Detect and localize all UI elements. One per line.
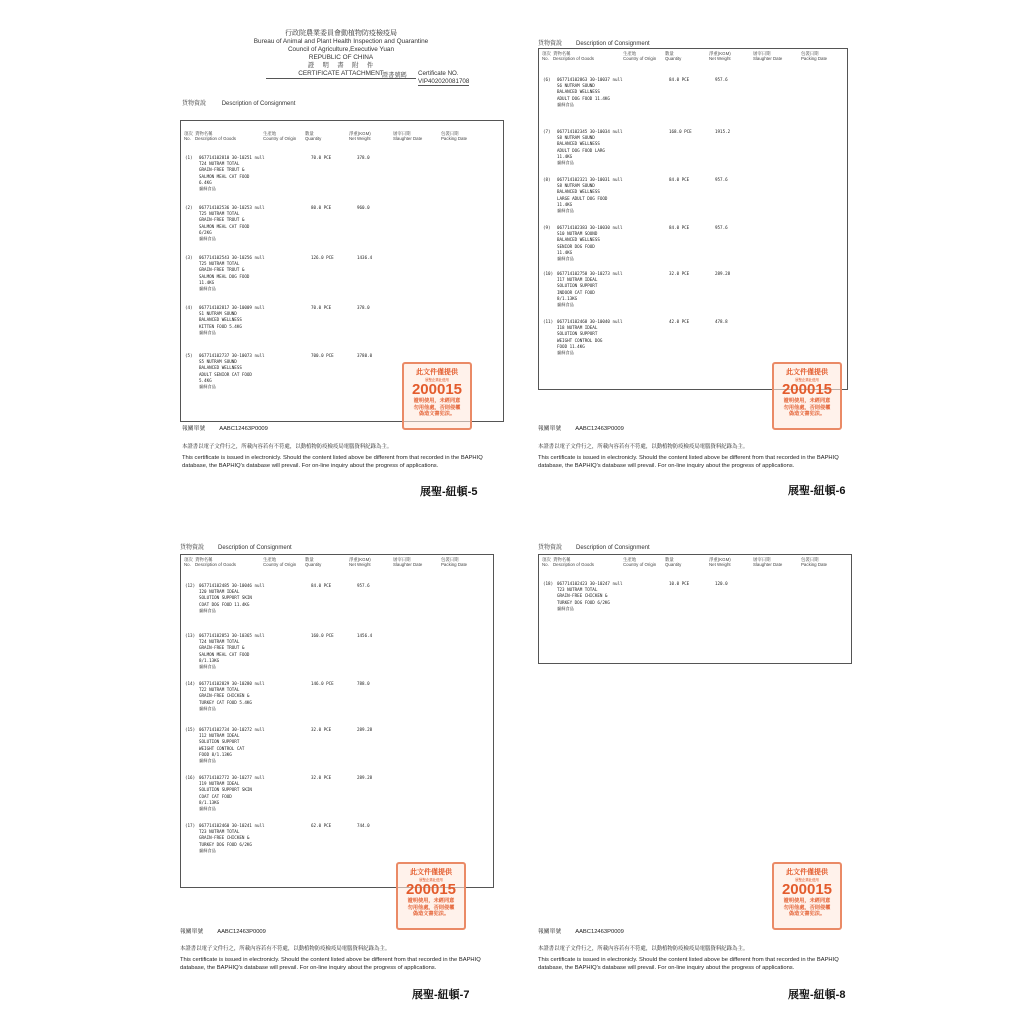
col-packing-date: 包裝日期 Packing Date bbox=[801, 557, 828, 568]
col-slaughter-date: 屠宰日期 Slaughter Date bbox=[393, 557, 423, 568]
col-description: 貨物名稱 Description of Goods bbox=[195, 131, 236, 142]
col-net-weight: 淨重(KGM) Net Weight bbox=[349, 131, 371, 142]
col-origin: 生產地 Country of Origin bbox=[623, 557, 657, 568]
watermark-stamp: 此文件僅提供 展聖企業社使用 200015 證明使用，未經同意 勿用他處，否則侵權 偽造文書犯法。 bbox=[772, 362, 842, 430]
col-no: 項次 No. bbox=[184, 557, 193, 568]
page-tag: 展聖-紐頓-6 bbox=[788, 485, 846, 497]
col-quantity: 數量 Quantity bbox=[665, 557, 682, 568]
declaration-number: 報關單號 AABC12463P0009 bbox=[538, 426, 624, 432]
notice-zh: 本證書以電子文件行之，所載內容若有不符處，以動植物防疫檢疫局電腦資料紀錄為主。 bbox=[182, 444, 393, 450]
watermark-stamp: 此文件僅提供 展聖企業社使用 200015 證明使用，未經同意 勿用他處，否則侵權 偽造文書犯法。 bbox=[402, 362, 472, 430]
col-packing-date: 包裝日期 Packing Date bbox=[801, 51, 828, 62]
certificate-number: VIP402020081708 bbox=[418, 78, 470, 85]
col-packing-date: 包裝日期 Packing Date bbox=[441, 557, 468, 568]
header-attachment-en: CERTIFICATE ATTACHMENT bbox=[266, 70, 416, 79]
col-slaughter-date: 屠宰日期 Slaughter Date bbox=[753, 557, 783, 568]
notice-en: This certificate is issued in electronicly. Should the content listed above be different from that recorded in the BAPHIQ database, the BAPHIQ's database will prevail. For on-line inquiry about the progress of applications. bbox=[538, 455, 839, 469]
cert-label-en: Certificate NO. bbox=[418, 70, 459, 77]
section-label: 貨物資說 Description of Consignment bbox=[538, 41, 650, 47]
col-no: 項次 No. bbox=[542, 51, 551, 62]
page-tag: 展聖-紐頓-7 bbox=[412, 989, 470, 1001]
certificate-page-7 bbox=[176, 540, 506, 1010]
notice-en: This certificate is issued in electronicly. Should the content listed above be different from that recorded in the BAPHIQ database, the BAPHIQ's database will prevail. For on-line inquiry about the progress of applications. bbox=[180, 957, 481, 971]
col-no: 項次 No. bbox=[542, 557, 551, 568]
col-net-weight: 淨重(KGM) Net Weight bbox=[709, 557, 731, 568]
col-origin: 生產地 Country of Origin bbox=[623, 51, 657, 62]
watermark-stamp: 此文件僅提供 展聖企業社使用 200015 證明使用，未經同意 勿用他處，否則侵權 偽造文書犯法。 bbox=[396, 862, 466, 930]
declaration-number: 報關單號 AABC12463P0009 bbox=[180, 929, 266, 935]
col-slaughter-date: 屠宰日期 Slaughter Date bbox=[753, 51, 783, 62]
header-agency-zh: 行政院農業委員會動植物防疫檢疫局 bbox=[285, 30, 397, 37]
declaration-number: 報關單號 AABC12463P0009 bbox=[538, 929, 624, 935]
consignment-table: 項次 No. 貨物名稱 Description of Goods 生產地 Country of Origin 數量 Quantity 淨重(KGM) Net Weight 屠宰日期 Slaughter Date 包裝日期 Packing Date (1) 067714102810 30-10251 null T24 NUTRAM TOTAL GRAIN-FREE TROUT & SALMON MEAL CAT FOOD 6.4KG 貓飼食品 70.0 PCE 378.0 (2) 067714102536 30-10253 null T25 NUTRAM TOTAL GRAIN-FREE TROUT & SALMON MEAL CAT FOOD 6/2KG 貓飼食品 80.0 PCE 960.0 (3) 067714102543 30-10256 null T25 NUTRAM TOTAL GRAIN-FREE TROUT & SALMON MEAL DOG FOOD 11.4KG 貓飼食品 126.0 PCE 1436.4 (4) 067714102817 30-10009 null S1 NUTRAM SOUND BALANCED WELLNESS KITTEN FOOD 5.4KG 貓飼食品 70.0 PCE 378.0 (5) 067714102737 30-10073 null S5 NUTRAM SOUND BALANCED WELLNESS ADULT SENIOR CAT FOOD 5.4KG 貓飼食品 700.0 PCE 3780.0 bbox=[180, 120, 504, 422]
col-packing-date: 包裝日期 Packing Date bbox=[441, 131, 468, 142]
col-net-weight: 淨重(KGM) Net Weight bbox=[709, 51, 731, 62]
header-attachment-zh: 證 明 書 附 件 bbox=[307, 62, 375, 69]
col-quantity: 數量 Quantity bbox=[305, 131, 322, 142]
declaration-number: 報關單號 AABC12463P0009 bbox=[182, 426, 268, 432]
page-tag: 展聖-紐頓-8 bbox=[788, 989, 846, 1001]
section-label: 貨物資說 Description of Consignment bbox=[538, 545, 650, 551]
col-quantity: 數量 Quantity bbox=[305, 557, 322, 568]
col-description: 貨物名稱 Description of Goods bbox=[195, 557, 236, 568]
header-bureau-en: Bureau of Animal and Plant Health Inspection and Quarantine bbox=[253, 38, 429, 45]
col-slaughter-date: 屠宰日期 Slaughter Date bbox=[393, 131, 423, 142]
col-origin: 生產地 Country of Origin bbox=[263, 557, 297, 568]
consignment-table: 項次 No. 貨物名稱 Description of Goods 生產地 Country of Origin 數量 Quantity 淨重(KGM) Net Weight 屠宰日期 Slaughter Date 包裝日期 Packing Date (6) 067714102863 30-10037 null S6 NUTRAM SOUND BALANCED WELLNESS ADULT DOG FOOD 11.4KG 貓飼食品 84.0 PCE 957.6 (7) 067714102345 30-10034 null S8 NUTRAM SOUND BALANCED WELLNESS ADULT DOG FOOD LARG 11.4KG 貓飼食品 168.0 PCE 1915.2 (8) 067714102321 30-10031 null S8 NUTRAM SOUND BALANCED WELLNESS LARGE ADULT DOG FOOD 11.4KG 貓飼食品 84.0 PCE 957.6 (9) 067714102383 30-10030 null S10 NUTRAM SOUND BALANCED WELLNESS SENIOR DOG FOOD 11.4KG 貓飼食品 84.0 PCE 957.6 (10) 067714102758 30-10273 null I17 NUTRAM IDEAL SOLUTION SUPPORT INDOOR CAT FOOD 8/1.13KG 貓飼食品 32.0 PCE 289.28 (11) 067714102468 30-10040 null I18 NUTRAM IDEAL SOLUTION SUPPORT WEIGHT CONTROL DOG FOOD 11.4KG 貓飼食品 42.0 PCE 478.8 bbox=[538, 48, 848, 390]
col-description: 貨物名稱 Description of Goods bbox=[553, 557, 594, 568]
page-tag: 展聖-紐頓-5 bbox=[420, 486, 478, 498]
header-council-en: Council of Agriculture,Executive Yuan bbox=[287, 46, 395, 53]
notice-en: This certificate is issued in electronicly. Should the content listed above be different from that recorded in the BAPHIQ database, the BAPHIQ's database will prevail. For on-line inquiry about the progress of applications. bbox=[538, 957, 839, 971]
header-country-en: REPUBLIC OF CHINA bbox=[308, 54, 374, 61]
certificate-page-8 bbox=[536, 540, 866, 1010]
col-origin: 生產地 Country of Origin bbox=[263, 131, 297, 142]
col-quantity: 數量 Quantity bbox=[665, 51, 682, 62]
certificate-page-5 bbox=[176, 28, 506, 498]
notice-zh: 本證書以電子文件行之，所載內容若有不符處，以動植物防疫檢疫局電腦資料紀錄為主。 bbox=[180, 946, 391, 952]
section-label: 貨物資說 Description of Consignment bbox=[182, 101, 296, 107]
watermark-stamp: 此文件僅提供 展聖企業社使用 200015 證明使用，未經同意 勿用他處，否則侵權 偽造文書犯法。 bbox=[772, 862, 842, 930]
notice-zh: 本證書以電子文件行之，所載內容若有不符處，以動植物防疫檢疫局電腦資料紀錄為主。 bbox=[538, 946, 749, 952]
notice-zh: 本證書以電子文件行之，所載內容若有不符處，以動植物防疫檢疫局電腦資料紀錄為主。 bbox=[538, 444, 749, 450]
col-no: 項次 No. bbox=[184, 131, 193, 142]
col-description: 貨物名稱 Description of Goods bbox=[553, 51, 594, 62]
certificate-page-6 bbox=[536, 38, 866, 508]
col-net-weight: 淨重(KGM) Net Weight bbox=[349, 557, 371, 568]
consignment-table: 項次 No. 貨物名稱 Description of Goods 生產地 Country of Origin 數量 Quantity 淨重(KGM) Net Weight 屠宰日期 Slaughter Date 包裝日期 Packing Date (18) 067714102423 30-10247 null T23 NUTRAM TOTAL GRAIN-FREE CHICKEN & TURKEY DOG FOOD 6/2KG 貓飼食品 10.0 PCE 120.0 bbox=[538, 554, 852, 664]
notice-en: This certificate is issued in electronicly. Should the content listed above be different from that recorded in the BAPHIQ database, the BAPHIQ's database will prevail. For on-line inquiry about the progress of applications. bbox=[182, 455, 483, 469]
section-label: 貨物資說 Description of Consignment bbox=[180, 545, 292, 551]
certificate-number-block bbox=[382, 70, 470, 86]
cert-label-zh: 證書號碼 bbox=[382, 72, 407, 79]
consignment-table: 項次 No. 貨物名稱 Description of Goods 生產地 Country of Origin 數量 Quantity 淨重(KGM) Net Weight 屠宰日期 Slaughter Date 包裝日期 Packing Date (12) 067714102485 30-10046 null I20 NUTRAM IDEAL SOLUTION SUPPORT SKIN COAT DOG FOOD 11.4KG 貓飼食品 84.0 PCE 957.6 (13) 067714102853 30-10365 null T24 NUTRAM TOTAL GRAIN-FREE TROUT & SALMON MEAL CAT FOOD 8/1.13KG 貓飼食品 160.0 PCE 1456.4 (14) 067714102829 30-10280 null T22 NUTRAM TOTAL GRAIN-FREE CHICKEN & TURKEY CAT FOOD 5.4KG 貓飼食品 146.0 PCE 788.0 (15) 067714102734 30-10272 null I12 NUTRAM IDEAL SOLUTION SUPPORT WEIGHT CONTROL CAT FOOD 8/1.13KG 貓飼食品 32.0 PCE 289.28 (16) 067714102772 30-10277 null I19 NUTRAM IDEAL SOLUTION SUPPORT SKIN COAT CAT FOOD 8/1.13KG 貓飼食品 32.0 PCE 289.28 (17) 067714102460 30-10241 null T23 NUTRAM TOTAL GRAIN-FREE CHICKEN & TURKEY DOG FOOD 6/2KG 貓飼食品 62.0 PCE 744.0 bbox=[180, 554, 494, 888]
